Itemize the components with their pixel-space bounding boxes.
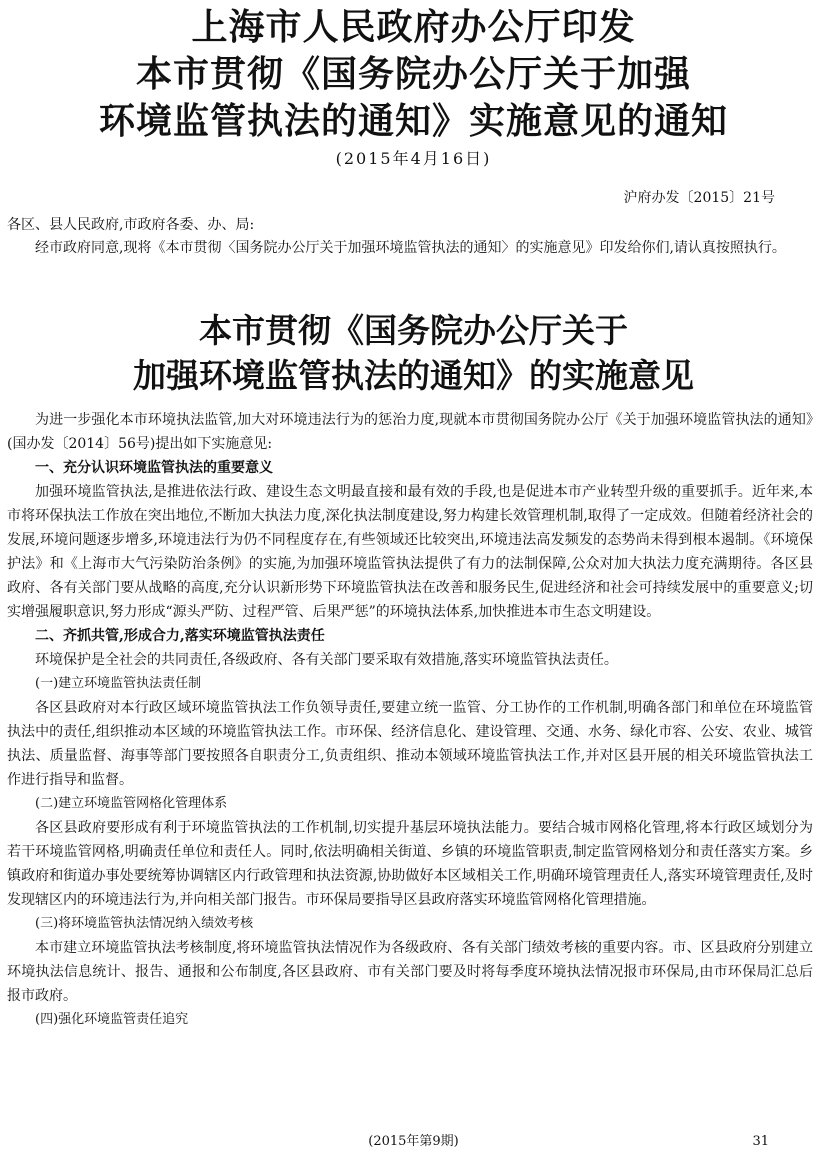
opinion-title — [0, 308, 827, 398]
title-line-2: 本市贯彻《国务院办公厅关于加强 — [135, 54, 691, 95]
intro-paragraph: 经市政府同意,现将《本市贯彻〈国务院办公厅关于加强环境监管执法的通知〉的实施意见》印发给你们,请认真按照执行。 — [35, 240, 786, 256]
issue-number: (2015年第9期) — [368, 1134, 459, 1149]
subsection-1-paragraph: 各区县政府对本行政区域环境监管执法工作负领导责任,要建立统一监管、分工协作的工作机制,明确各部门和单位在环境监管执法中的责任,组织推动本区域的环境监管执法工作。市环保、经济信息化、建设管理、交通、水务、绿化市容、公安、农业、城管执法、质量监督、海事等部门要按照各自职责分工,负责组织、推动本领域环境监管执法工作,并对区县开展的相关环境监管执法工作进行指导和监督。 — [7, 700, 813, 788]
subsection-heading-2: (二)建立环境监管网格化管理体系 — [35, 796, 228, 811]
subsection-3-paragraph: 本市建立环境监管执法考核制度,将环境监管执法情况作为各级政府、各有关部门绩效考核的重要内容。市、区县政府分别建立环境执法信息统计、报告、通报和公布制度,各区县政府、市有关部门要及时将每季度环境执法情况报市环保局,由市环保局汇总后报市政府。 — [7, 940, 813, 1004]
section-heading-2: 二、齐抓共管,形成合力,落实环境监管执法责任 — [35, 628, 325, 644]
title-line-1: 上海市人民政府办公厅印发 — [191, 7, 636, 48]
section-2-paragraph: 环境保护是全社会的共同责任,各级政府、各有关部门要采取有效措施,落实环境监管执法责任。 — [35, 652, 618, 668]
section-heading-1: 一、充分认识环境监管执法的重要意义 — [35, 460, 273, 476]
notice-title — [0, 4, 827, 171]
subtitle-line-1: 本市贯彻《国务院办公厅关于 — [199, 311, 628, 350]
issue-date: (2015年4月16日) — [335, 149, 492, 168]
document-body — [7, 408, 813, 1032]
addressee: 各区、县人民政府,市政府各委、办、局: — [7, 217, 255, 233]
page-number: 31 — [752, 1134, 769, 1149]
subsection-2-paragraph: 各区县政府要形成有利于环境监管执法的工作机制,切实提升基层环境执法能力。要结合城市网格化管理,将本行政区域划分为若干环境监管网格,明确责任单位和责任人。同时,依法明确相关街道、乡镇的环境监管职责,制定监管网格划分和责任落实方案。乡镇政府和街道办事处要统筹协调辖区内行政管理和执法资源,协助做好本区域相关工作,明确环境管理责任人,落实环境管理责任,及时发现辖区内的环境违法行为,并向相关部门报告。市环保局要指导区县政府落实环境监管网格化管理措施。 — [7, 820, 813, 908]
subsection-heading-3: (三)将环境监管执法情况纳入绩效考核 — [35, 916, 254, 931]
subsection-heading-4: (四)强化环境监管责任追究 — [35, 1012, 189, 1027]
preamble-paragraph: 为进一步强化本市环境执法监管,加大对环境违法行为的惩治力度,现就本市贯彻国务院办公厅《关于加强环境监管执法的通知》(国办发〔2014〕56号)提出如下实施意见: — [7, 412, 813, 452]
subsection-heading-1: (一)建立环境监管执法责任制 — [35, 676, 202, 691]
document-number: 沪府办发〔2015〕21号 — [623, 190, 775, 206]
title-line-3: 环境监管执法的通知》实施意见的通知 — [98, 101, 728, 142]
subtitle-line-2: 加强环境监管执法的通知》的实施意见 — [133, 356, 694, 395]
section-1-paragraph: 加强环境监管执法,是推进依法行政、建设生态文明最直接和最有效的手段,也是促进本市产业转型升级的重要抓手。近年来,本市将环保执法工作放在突出地位,不断加大执法力度,深化执法制度建设,努力构建长效管理机制,取得了一定成效。但随着经济社会的发展,环境问题逐步增多,环境违法行为仍不同程度存在,有些领域还比较突出,环境违法高发频发的态势尚未得到根本遏制。《环境保护法》和《上海市大气污染防治条例》的实施,为加强环境监管执法提供了有力的法制保障,公众对加大执法力度充满期待。各区县政府、各有关部门要从战略的高度,充分认识新形势下环境监管执法在改善和服务民生,促进经济和社会可持续发展中的重要意义;切实增强履职意识,努力形成“源头严防、过程严管、后果严惩”的环境执法体系,加快推进本市生态文明建设。 — [7, 484, 813, 620]
